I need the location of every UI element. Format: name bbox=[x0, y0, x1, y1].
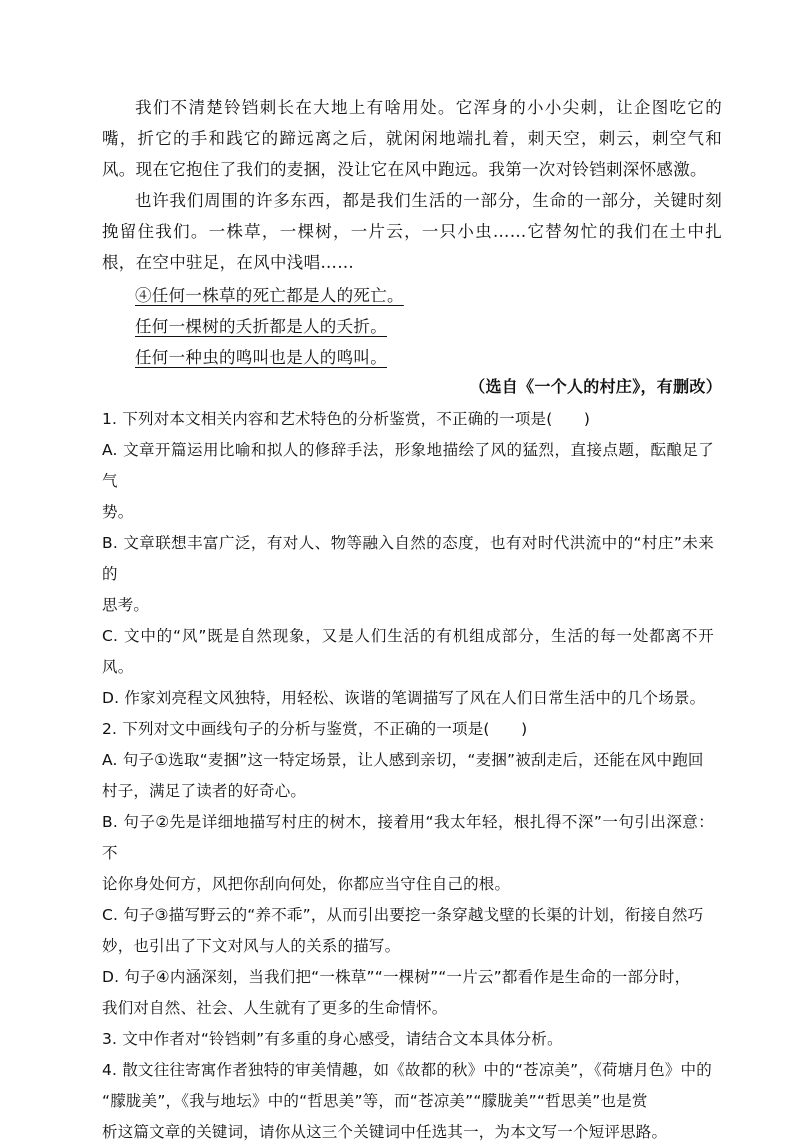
question-1-option-b-line2: 思考。 bbox=[102, 596, 150, 614]
question-4-line2: “朦胧美”，《我与地坛》中的“哲思美”等，而“苍凉美”“朦胧美”“哲思美”也是赏 bbox=[102, 1092, 648, 1110]
question-2-stem: 2. 下列对文中画线句子的分析与鉴赏，不正确的一项是( ) bbox=[102, 720, 528, 738]
question-4-line1: 4. 散文往往寄寓作者独特的审美情趣，如《故都的秋》中的“苍凉美”，《荷塘月色》中的 bbox=[102, 1061, 712, 1079]
question-2-option-c-line1: C. 句子③描写野云的“养不乖”，从而引出要挖一条穿越戈壁的长渠的计划，衔接自然巧 bbox=[102, 906, 704, 924]
question-1-option-d: D. 作家刘亮程文风独特，用轻松、诙谐的笔调描写了风在人们日常生活中的几个场景。 bbox=[102, 689, 706, 707]
passage-paragraph-2 bbox=[102, 185, 722, 278]
question-2-option-d-line1: D. 句子④内涵深刻，当我们把“一株草”“一棵树”“一片云”都看作是生命的一部分时， bbox=[102, 968, 691, 986]
question-1-option-b-line1: B. 文章联想丰富广泛，有对人、物等融入自然的态度，也有对时代洪流中的“村庄”未来的 bbox=[102, 534, 714, 583]
questions-section bbox=[102, 404, 714, 1148]
question-2-option-c-line2: 妙，也引出了下文对风与人的关系的描写。 bbox=[102, 937, 401, 955]
question-2-option-a-line1: A. 句子①选取“麦捆”这一特定场景，让人感到亲切，“麦捆”被刮走后，还能在风中跑回 bbox=[102, 751, 704, 769]
question-2-option-d-line2: 我们对自然、社会、人生就有了更多的生命情怀。 bbox=[102, 999, 448, 1017]
underlined-sentence-4c: 任何一种虫的鸣叫也是人的鸣叫。 bbox=[135, 348, 387, 367]
source-citation: （选自《一个人的村庄》，有删改） bbox=[469, 377, 722, 396]
question-4-line3: 析这篇文章的关键词，请你从这三个关键词中任选其一，为本文写一个短评思路。 bbox=[102, 1123, 668, 1141]
question-1-option-c: C. 文中的“风”既是自然现象，又是人们生活的有机组成部分，生活的每一处都离不开风。 bbox=[102, 627, 714, 676]
question-2-option-b-line2: 论你身处何方，风把你刮向何处，你都应当守住自己的根。 bbox=[102, 875, 511, 893]
passage-text-1: 我们不清楚铃铛刺长在大地上有啥用处。它浑身的小小尖刺，让企图吃它的嘴，折它的手和践它的蹄远离之后，就闲闲地端扎着，刺天空，刺云，刺空气和风。现在它抱住了我们的麦捆，没让它在风中跑远。我第一次对铃铛刺深怀感激。 bbox=[102, 98, 722, 179]
question-2-option-b-line1: B. 句子②先是详细地描写村庄的树木，接着用“我太年轻，根扎得不深”一句引出深意：不 bbox=[102, 813, 714, 862]
underlined-sentence-4a: ④任何一株草的死亡都是人的死亡。 bbox=[135, 286, 404, 305]
question-1-option-a-line2: 势。 bbox=[102, 503, 134, 521]
passage-text-2: 也许我们周围的许多东西，都是我们生活的一部分，生命的一部分，关键时刻挽留住我们。一株草，一棵树，一片云，一只小虫……它替匆忙的我们在土中扎根，在空中驻足，在风中浅唱…… bbox=[102, 191, 722, 272]
underlined-sentence-block bbox=[102, 280, 722, 373]
question-1-stem: 1. 下列对本文相关内容和艺术特色的分析鉴赏，不正确的一项是( ) bbox=[102, 410, 591, 428]
question-2-option-a-line2: 村子，满足了读者的好奇心。 bbox=[102, 782, 307, 800]
passage-paragraph-1 bbox=[102, 92, 722, 185]
question-3: 3. 文中作者对“铃铛刺”有多重的身心感受，请结合文本具体分析。 bbox=[102, 1030, 563, 1048]
question-1-option-a-line1: A. 文章开篇运用比喻和拟人的修辞手法，形象地描绘了风的猛烈，直接点题，酝酿足了气 bbox=[102, 441, 714, 490]
underlined-sentence-4b: 任何一棵树的夭折都是人的夭折。 bbox=[135, 317, 387, 336]
